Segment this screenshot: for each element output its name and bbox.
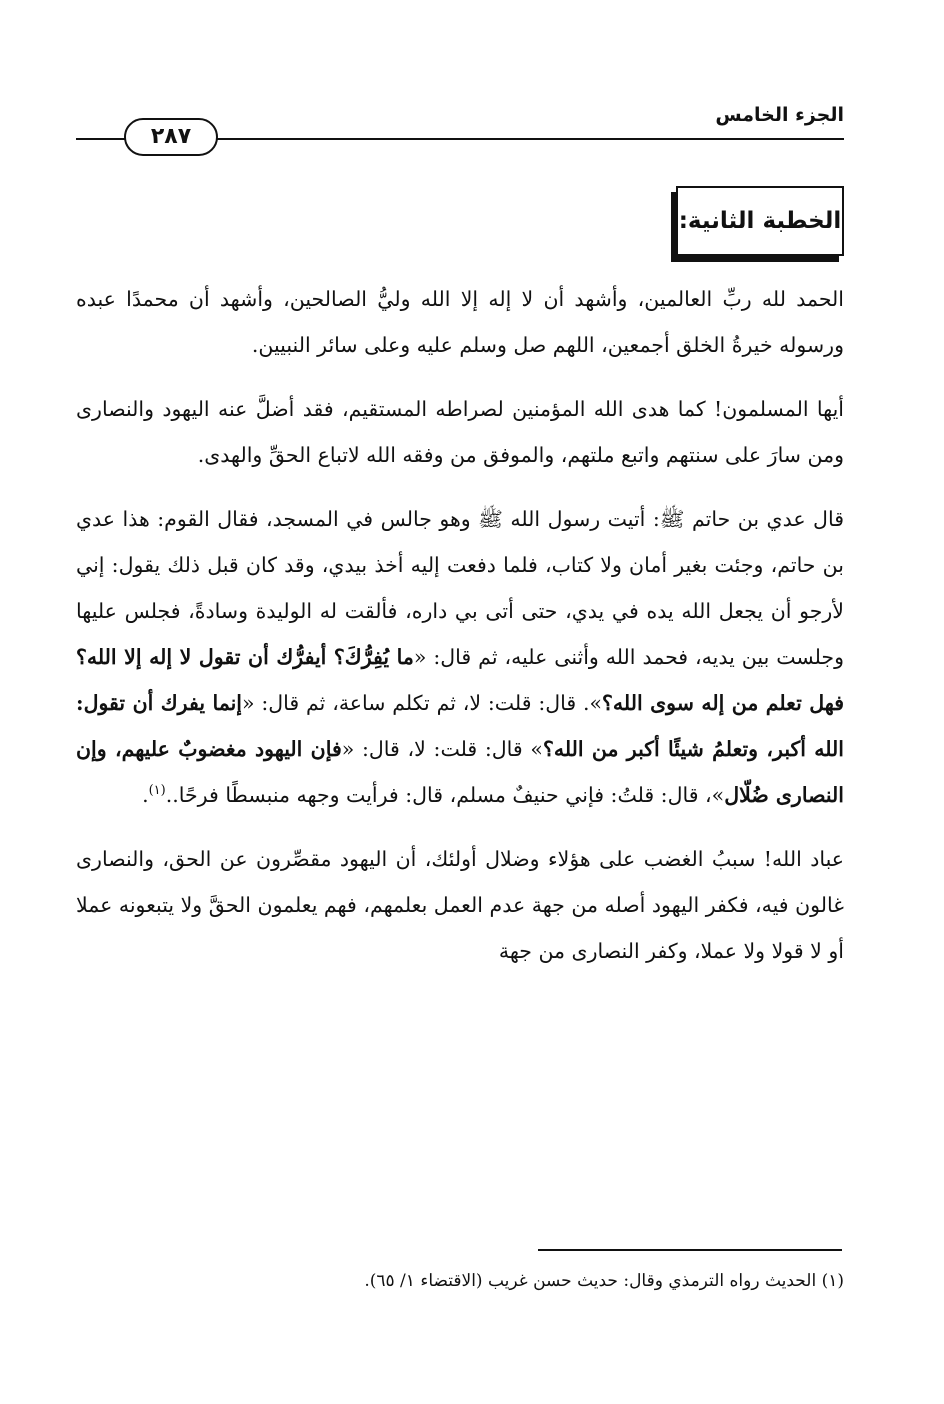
text-run: أيها المسلمون! كما هدى الله المؤمنين لصراطه المستقيم، فقد أضلَّ عنه اليهود والنصارى ومن سارَ على سنتهم واتبع ملتهم، والموفق من وفقه الله لاتباع الحقِّ والهدى.	[76, 397, 844, 467]
footnote: (١) الحديث رواه الترمذي وقال: حديث حسن غريب (الاقتضاء ١/ ٦٥).	[364, 1271, 844, 1291]
text-run: عباد الله! سببُ الغضب على هؤلاء وضلال أولئك، أن اليهود مقصِّرون عن الحق، والنصارى غالون فيه، فكفر اليهود أصله من جهة عدم العمل بعلمهم، فهم يعلمون الحقَّ ولا يتبعونه عملا أو لا قولا ولا عملا، وكفر النصارى من جهة	[76, 847, 844, 963]
paragraph	[76, 836, 844, 974]
hadith-quote: إنما يفرك أن تقول: الله أكبر، وتعلمُ شيئًا أكبر من الله؟	[76, 691, 844, 761]
footnote-reference: (١)	[148, 783, 166, 799]
hadith-quote: فإن اليهود مغضوبٌ عليهم، وإن النصارى ضُلّال	[76, 737, 844, 807]
paragraph	[76, 496, 844, 818]
footnote-rule	[538, 1249, 842, 1251]
body-text	[76, 276, 844, 992]
page-number-badge: ٢٨٧	[124, 118, 218, 156]
running-head: الجزء الخامس	[715, 104, 844, 126]
paragraph	[76, 276, 844, 368]
text-run: .	[142, 783, 149, 807]
text-run: ». قال: قلت: لا، ثم تكلم ساعة، ثم قال: «	[242, 691, 603, 715]
text-run: الحمد لله ربِّ العالمين، وأشهد أن لا إله إلا الله وليُّ الصالحين، وأشهد أن محمدًا عبده ورسوله خيرةُ الخلق أجمعين، اللهم صل وسلم عليه وعلى سائر النبيين.	[76, 287, 844, 357]
text-run: »، قال: قلتُ: فإني حنيفٌ مسلم، قال: فرأيت وجهه منبسطًا فرحًا..	[165, 783, 725, 807]
paragraph	[76, 386, 844, 478]
text-run: » قال: قلت: لا، قال: «	[341, 737, 543, 761]
hadith-quote: ما يُفِرُّكَ؟ أيفرُّك أن تقول لا إله إلا الله؟ فهل تعلم من إله سوى الله؟	[76, 645, 844, 715]
section-title: الخطبة الثانية:	[676, 186, 844, 256]
text-run: قال عدي بن حاتم ﷺ: أتيت رسول الله ﷺ وهو جالس في المسجد، فقال القوم: هذا عدي بن حاتم، وجئت بغير أمان ولا كتاب، فلما دفعت إليه أخذ بيدي، وقد كان قبل ذلك يقول: إني لأرجو أن يجعل الله يده في يدي، حتى أتى بي داره، فألقت له الوليدة وسادةً، فجلس عليها وجلست بين يديه، فحمد الله وأثنى عليه، ثم قال: «	[76, 507, 845, 669]
